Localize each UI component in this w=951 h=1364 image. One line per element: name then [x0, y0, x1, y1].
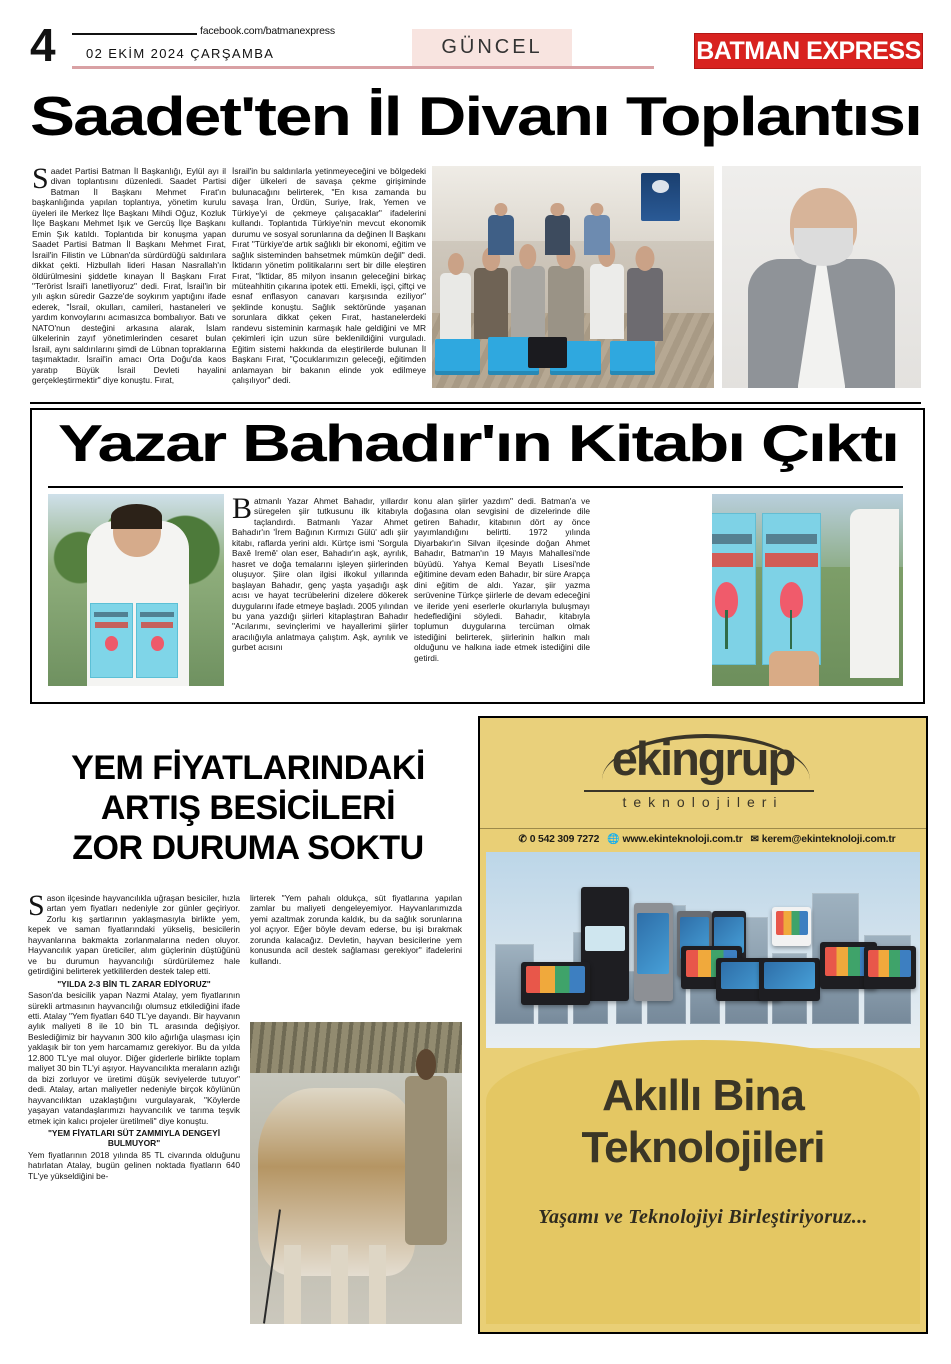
masthead-short-rule [72, 33, 197, 35]
article3-body-1: Sason ilçesinde hayvancılıkla uğraşan besiciler, hızla artan yem fiyatları nedeniyle zor günler geçiriyor. Zorlu kış şartlarının yaklaşmasıyla birlikte yem, kepek ve saman fiyatlarındaki yükseliş, besicilerin hayvanlarına bakmakta zorlanmalarına neden oluyor. Hayvancılık yapan üreticiler, alım güçlerinin düştüğünü ve bu durumun hayvancılığı sürdürülemez hale getirdiğini belirterek yetkililerden destek talep etti. [28, 889, 240, 977]
article2-column-2 [414, 496, 590, 686]
article3-subhead-2: "YEM FİYATLARI SÜT ZAMMIYLA DENGEYİ BULMUYOR" [47, 1127, 221, 1149]
ad-headline-line-2: Teknolojileri [581, 1123, 825, 1172]
article3-headline-line-1: YEM FİYATLARINDAKİ [71, 749, 425, 787]
page-number: 4 [30, 19, 54, 71]
ad-logo-text: ekingrup [611, 732, 795, 785]
article2-book-photo [712, 494, 903, 686]
article3-cattle-photo [250, 1022, 462, 1324]
article1-portrait-photo [722, 166, 921, 388]
facebook-handle[interactable]: facebook.com/batmanexpress [200, 25, 335, 37]
ad-phone[interactable]: 0 542 309 7272 [529, 834, 600, 845]
article1-meeting-photo [432, 166, 714, 388]
ad-slogan: Yaşamı ve Teknolojiyi Birleştiriyoruz... [538, 1206, 868, 1228]
section-label: GÜNCEL [441, 36, 543, 58]
article3-column-2 [250, 893, 462, 1015]
newspaper-logo-text: BATMAN EXPRESS [696, 37, 921, 65]
phone-icon: ✆ [518, 834, 527, 845]
article3-subhead-1: "YILDA 2-3 BİN TL ZARAR EDİYORUZ" [57, 978, 211, 989]
article3-headline-line-2: ARTIŞ BESİCİLERİ [100, 789, 396, 827]
article3-body-4: lirterek "Yem pahalı oldukça, süt fiyatlarına yapılan zamlar bu maliyeti dengeleyemiyor. Hayvanlarımızda yemi azaltmak zorunda kaldık, bu da sağlık sorunlarına yol açıyor. Eğer böyle devam ederse, bu işi bırakmak zorunda kalacağız. Devletin, hayvan besicilerine yem konusunda acil destek sağlaması gerekiyor" ifadelerini kullandı. [250, 893, 462, 966]
article1-bottom-rule [30, 402, 921, 404]
ad-website[interactable]: www.ekinteknoloji.com.tr [622, 834, 743, 845]
article3-body-2: Sason'da besicilik yapan Nazmi Atalay, yem fiyatlarının sürekli artmasının hayvancılığı olumsuz etkilediğini ifade etti. Atalay "Yem fiyatları 640 TL'ye dayandı. Bir hayvanın aylık maliyeti 8 ile 10 bin TL arasında değişiyor. Beslediğimiz bir hayvanın 300 kilo ağırlığa ulaşması için yaklaşık bir ton yem harcamamız gerekiyor. Bu da yılda 12.800 TL'ye mal oluyor. Diğer giderlerle birlikte toplam maliyet 30 bin TL'yi aşıyor. Hayvancılıkta meraların azlığı da bizi zorluyor ve üretimi düşük seviyelerde tutuyor" dedi. Atalay, artan maliyetler nedeniyle birçok köylünün hayvancılıktan uzaklaştığını vurgulayarak, "Köylerde yaşayan vatandaşlarımızı hayvancılık ve tarıma teşvik etmek için kalıcı projeler üretilmeli" diye konuştu. [28, 990, 240, 1126]
article2-body-1: Batmanlı Yazar Ahmet Bahadır, yıllardır süregelen şiir tutkusunu ilk kitabıyla taçlandırdı. Batmanlı Yazar Ahmet Bahadır'ın 'İrem Bağının Kırmızı Gülü' adlı şiir kitabı, raflarda yerini aldı. Kürtçe ismi 'Sorgula Baxê Iremê' olan eser, Bahadır'ın aşk, ayrılık, hasret ve doğa temalarını işleyen şiirlerinden oluşuyor. Şiire olan ilgisi ilkokul yıllarında başlayan Bahadır, genç yaşta yaşadığı aşk acısı ve hayat tecrübelerini dizelere dökerek duygularını ifade etmeye başladı. 2005 yılından bu yana yazdığı şiirleri kitaplaştıran Bahadır "Acılarımı, sevinçlerimi ve hayallerimi şiirler aracılığıyla anlatmaya çalıştım. Aşk, ayrılık ve gurbet acısını [232, 492, 408, 653]
ad-product-photo [486, 852, 920, 1048]
ad-headline-line-1: Akıllı Bina [602, 1071, 804, 1120]
article1-body-2: İsrail'in bu saldırılarla yetinmeyeceğini ve bölgedeki diğer ülkeleri de savaşa çekme girişiminde bulunacağını belirterek, "En kısa zamanda bu savaşa İran, Ürdün, Suriye, Irak, Yemen ve Türkiye'yi de çekmeye çalışacaklar" ifadelerini kullandı. Toplantıda Türkiye'nin mevcut ekonomik durumu ve sosyal sorunlarına da değinen İl Başkanı Fırat "Türkiye'de artık sağlıklı bir ekonomi, eğitim ve sağlık sisteminden bahsetmek mümkün değil" dedi. İktidarın yönetim politikalarını sert bir dille eleştiren Fırat, "İktidar, 85 milyon insanın geleceğini birkaç müteahhitin çıkarına ipotek etti. Emekli, işçi, çiftçi ve esnaf enflasyon canavarı karşısında eziliyor" şeklinde konuştu. Sağlık sektöründe yaşanan sorunlara dikkat çeken Fırat, hastanelerdeki randevu sisteminin karmaşık hale geldiğini ve MR çekimleri için uzun süre beklenildiğini vurguladı. Eğitim sistemi hakkında da eleştirilerde bulunan İl Başkanı Fırat, "Çocuklarımızın geleceği, eğitimden anlamayan bir bakanın elinde yok edilmeye çalışılıyor" dedi. [232, 166, 426, 386]
article3-body-3: Yem fiyatlarının 2018 yılında 85 TL civarında olduğunu hatırlatan Atalay, bugün gelinen noktada fiyatların 640 TL'ye yükseldiğini be- [28, 1149, 240, 1181]
newspaper-logo [694, 33, 923, 69]
publication-date: 02 EKİM 2024 ÇARŞAMBA [86, 46, 275, 61]
ad-contact-line [511, 829, 896, 851]
article3-column-1 [28, 889, 240, 1323]
article2-body-2: konu alan şiirler yazdım" dedi. Batman'a ve doğasına olan sevgisini de dizelerinde dile getiren Bahadır, kitabının dört ay önce yayımlandığını belirtti. 1972 yılında Diyarbakır'ın Silvan ilçesinde doğan Ahmet Bahadır, Batman'ın 19 Mayıs Mahallesi'nde büyüdü. Yahya Kemal Beyatlı Lisesi'nde eğitimine devam eden Bahadır, bir süre Arapça dini eğitim de aldı. Yazar, şiir yazma serüvenine Türkçe şiirlerle de devam edeceğini ve ileride yeni eserlerle okurlarıyla buluşmayı hedeflediğini söyledi. Bahadır, kitabıyla toplumun duygularına tercüman olmak istediğini belirterek, şiirlerinin halkın malı olduğunu ve halkına iade etmek istediğini dile getirdi. [414, 496, 590, 663]
ad-logo-panel [480, 718, 926, 828]
ad-contact-bar [480, 828, 926, 851]
ad-email[interactable]: kerem@ekinteknoloji.com.tr [761, 834, 896, 845]
article1-body-1: Saadet Partisi Batman İl Başkanlığı, Eylül ayı il divan toplantısını düzenledi. Saadet Partisi Batman İl Başkanı Mehmet Fırat'ın başkanlığında yapılan toplantıya, yönetim kurulu üyeleri ile Merkez İlçe Başkanı Mihdi Oğuz, Kozluk İlçe Başkanı Mehmet Işık ve Gercüş İlçe Başkanı Emin Şık katıldı. Toplantıda bir konuşma yapan Saadet Partisi Batman İl Başkanı Mehmet Fırat, İsrail'in Filistin ve Lübnan'da sürdürdüğü saldırılara dikkat çekti. Hizbullah lideri Hasan Nasrallah'ın öldürülmesini şiddetle kınayan İl Başkanı Fırat "Terörist İsrail'i lanetliyoruz" dedi. Fırat, İsrail'in bir yılı aşkın süredir Gazze'de soykırım yaptığını ifade ederek, "İsrail, okulları, camileri, hastaneleri ve yardım konvoylarını acımasızca bombalıyor. Batı ve NATO'nun desteğini arkasına alarak, İslam ülkelerinin zayıf yönetimlerinden cesaret bulan İsrail, aynı saldırılarını şimdi de Lübnan topraklarına taşımaktadır. İsrail'in amacı Orta Doğu'da kaos yaratıp Büyük İsrail Devleti hayalini gerçekleştirmektir" diye konuştu. Fırat, [32, 162, 226, 386]
article2-headline: Yazar Bahadır'ın Kitabı Çıktı [58, 415, 898, 473]
article3-headline [28, 748, 468, 868]
ad-logo-wordmark [480, 734, 926, 784]
section-tag [412, 29, 572, 66]
ad-logo-subtitle: teknolojileri [622, 794, 784, 810]
article2-rule [48, 486, 903, 488]
ad-headline [480, 1070, 926, 1174]
ad-logo-underline [584, 790, 814, 792]
envelope-icon: ✉ [750, 834, 759, 845]
article1-column-1 [32, 162, 226, 394]
masthead-rule [72, 66, 654, 69]
globe-icon: 🌐 [607, 834, 620, 845]
article1-headline: Saadet'ten İl Divanı Toplantısı [30, 85, 922, 147]
article2-column-1 [232, 492, 408, 686]
advertisement-ekin-grup[interactable] [478, 716, 928, 1334]
article2-author-photo [48, 494, 224, 686]
article1-column-2 [232, 166, 426, 394]
masthead [0, 0, 951, 78]
article3-headline-line-3: ZOR DURUMA SOKTU [72, 829, 424, 867]
article2-column-3 [596, 496, 706, 686]
